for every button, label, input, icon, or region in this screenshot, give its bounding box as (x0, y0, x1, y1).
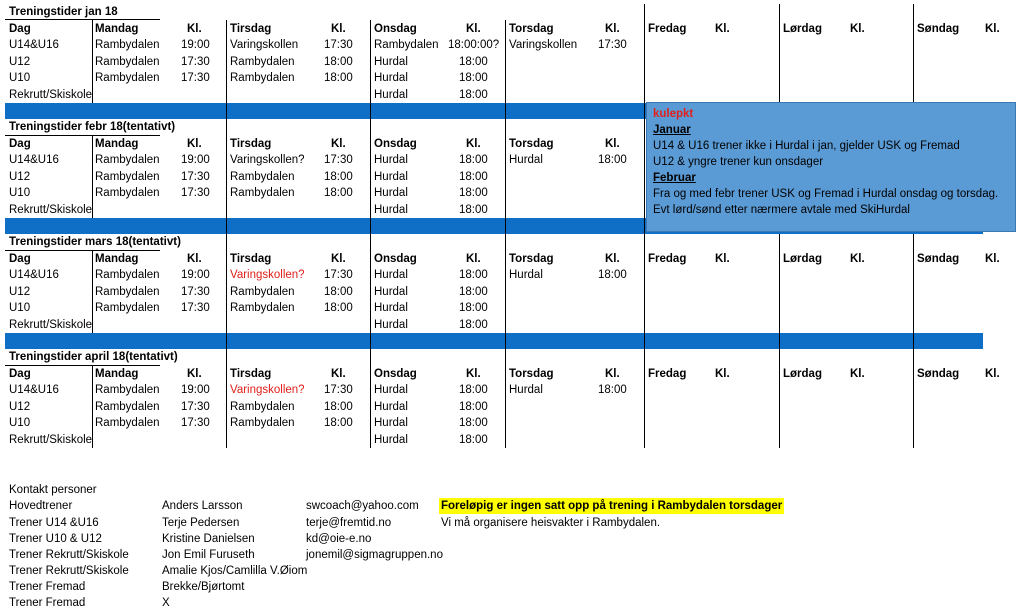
notes-februar-title: Februar (653, 172, 696, 184)
group-label: U10 (9, 187, 31, 199)
onsdag-time: 18:00 (459, 269, 488, 281)
group-label: U12 (9, 56, 31, 68)
col-kl: Kl. (466, 23, 481, 35)
col-kl: Kl. (187, 253, 202, 265)
col-dag: Dag (9, 368, 31, 380)
contact-role: Hovedtrener (9, 500, 73, 512)
grid-line (92, 366, 93, 448)
onsdag-location: Hurdal (374, 56, 408, 68)
mandag-time: 17:30 (181, 286, 210, 298)
contact-role: Trener Rekrutt/Skiskole (9, 565, 129, 577)
col-kl: Kl. (187, 23, 202, 35)
group-label: U12 (9, 401, 31, 413)
col-dag: Dag (9, 138, 31, 150)
onsdag-time: 18:00 (459, 204, 488, 216)
section-separator-band (5, 333, 983, 349)
group-label: U14&U16 (9, 269, 59, 281)
mandag-time: 17:30 (181, 417, 210, 429)
torsdag-time: 18:00 (598, 269, 627, 281)
block-title: Treningstider april 18(tentativt) (9, 351, 178, 363)
divider (5, 19, 160, 20)
tirsdag-location: Rambydalen (230, 56, 295, 68)
mandag-time: 19:00 (181, 154, 210, 166)
onsdag-time: 18:00 (459, 154, 488, 166)
group-label: U14&U16 (9, 154, 59, 166)
notes-januar-line: U12 & yngre trener kun onsdager (653, 156, 824, 168)
col-kl: Kl. (715, 368, 730, 380)
torsdag-location: Hurdal (509, 154, 543, 166)
onsdag-time: 18:00:00? (448, 39, 500, 51)
col-lordag: Lørdag (783, 253, 822, 265)
contact-name: Terje Pedersen (162, 517, 240, 529)
col-tirsdag: Tirsdag (230, 368, 272, 380)
mandag-time: 17:30 (181, 302, 210, 314)
tirsdag-location: Rambydalen (230, 401, 295, 413)
col-torsdag: Torsdag (509, 138, 554, 150)
block-title: Treningstider febr 18(tentativt) (9, 121, 176, 133)
col-torsdag: Torsdag (509, 23, 554, 35)
col-tirsdag: Tirsdag (230, 253, 272, 265)
mandag-time: 17:30 (181, 187, 210, 199)
mandag-location: Rambydalen (95, 56, 160, 68)
grid-line (226, 20, 227, 448)
mandag-location: Rambydalen (95, 72, 160, 84)
col-sondag: Søndag (917, 23, 960, 35)
mandag-time: 17:30 (181, 401, 210, 413)
onsdag-time: 18:00 (459, 56, 488, 68)
group-label: U12 (9, 286, 31, 298)
onsdag-location: Hurdal (374, 269, 408, 281)
col-kl: Kl. (331, 368, 346, 380)
col-kl: Kl. (605, 368, 620, 380)
mandag-location: Rambydalen (95, 417, 160, 429)
torsdag-time: 18:00 (598, 154, 627, 166)
tirsdag-time: 18:00 (324, 187, 353, 199)
tirsdag-time: 17:30 (324, 269, 353, 281)
tirsdag-time: 18:00 (324, 56, 353, 68)
col-tirsdag: Tirsdag (230, 23, 272, 35)
tirsdag-location: Rambydalen (230, 171, 295, 183)
grid-line (913, 234, 914, 448)
torsdag-time: 17:30 (598, 39, 627, 51)
col-kl: Kl. (985, 368, 1000, 380)
tirsdag-time: 18:00 (324, 401, 353, 413)
notes-box (646, 102, 1016, 232)
col-dag: Dag (9, 253, 31, 265)
col-sondag: Søndag (917, 253, 960, 265)
grid-line (644, 4, 645, 448)
group-label: U10 (9, 302, 31, 314)
onsdag-location: Hurdal (374, 384, 408, 396)
onsdag-time: 18:00 (459, 417, 488, 429)
col-kl: Kl. (466, 368, 481, 380)
tirsdag-location: Varingskollen? (230, 269, 305, 281)
col-fredag: Fredag (648, 368, 687, 380)
contact-role: Trener U14 &U16 (9, 517, 99, 529)
mandag-time: 17:30 (181, 72, 210, 84)
mandag-location: Rambydalen (95, 39, 160, 51)
col-dag: Dag (9, 23, 31, 35)
col-kl: Kl. (187, 138, 202, 150)
grid-line (505, 20, 506, 448)
tirsdag-time: 18:00 (324, 302, 353, 314)
torsdag-time: 18:00 (598, 384, 627, 396)
col-torsdag: Torsdag (509, 253, 554, 265)
mandag-location: Rambydalen (95, 302, 160, 314)
contact-name: Brekke/Bjørtomt (162, 581, 245, 593)
section-separator-band (5, 103, 646, 119)
contacts-title: Kontakt personer (9, 484, 97, 496)
tirsdag-time: 18:00 (324, 417, 353, 429)
mandag-time: 17:30 (181, 56, 210, 68)
mandag-location: Rambydalen (95, 401, 160, 413)
grid-line (92, 251, 93, 333)
onsdag-location: Hurdal (374, 89, 408, 101)
onsdag-location: Hurdal (374, 72, 408, 84)
onsdag-location: Hurdal (374, 187, 408, 199)
contact-name: Amalie Kjos/Camlilla V.Øiom (162, 565, 308, 577)
onsdag-location: Hurdal (374, 417, 408, 429)
onsdag-time: 18:00 (459, 434, 488, 446)
contact-role: Trener Fremad (9, 597, 86, 609)
col-onsdag: Onsdag (374, 138, 417, 150)
onsdag-time: 18:00 (459, 89, 488, 101)
tirsdag-time: 18:00 (324, 72, 353, 84)
contact-role: Trener U10 & U12 (9, 533, 102, 545)
contact-name: Jon Emil Furuseth (162, 549, 255, 561)
tirsdag-location: Rambydalen (230, 187, 295, 199)
col-mandag: Mandag (95, 138, 139, 150)
col-fredag: Fredag (648, 23, 687, 35)
contact-role: Trener Fremad (9, 581, 86, 593)
onsdag-location: Hurdal (374, 286, 408, 298)
onsdag-time: 18:00 (459, 302, 488, 314)
col-kl: Kl. (715, 23, 730, 35)
col-kl: Kl. (715, 253, 730, 265)
col-sondag: Søndag (917, 368, 960, 380)
grid-line (92, 20, 93, 103)
tirsdag-time: 17:30 (324, 384, 353, 396)
col-onsdag: Onsdag (374, 253, 417, 265)
onsdag-location: Hurdal (374, 319, 408, 331)
torsdag-location: Hurdal (509, 384, 543, 396)
tirsdag-location: Rambydalen (230, 417, 295, 429)
col-kl: Kl. (605, 23, 620, 35)
torsdag-location: Varingskollen (509, 39, 578, 51)
contact-email[interactable]: jonemil@sigmagruppen.no (306, 549, 443, 561)
group-label: U10 (9, 72, 31, 84)
mandag-time: 19:00 (181, 269, 210, 281)
onsdag-location: Hurdal (374, 154, 408, 166)
onsdag-time: 18:00 (459, 72, 488, 84)
tirsdag-time: 18:00 (324, 171, 353, 183)
group-label: U10 (9, 417, 31, 429)
onsdag-location: Hurdal (374, 434, 408, 446)
onsdag-time: 18:00 (459, 401, 488, 413)
onsdag-time: 18:00 (459, 187, 488, 199)
group-label: U14&U16 (9, 39, 59, 51)
notes-februar-line: Fra og med febr trener USK og Fremad i Hurdal onsdag og torsdag. (653, 188, 999, 200)
col-onsdag: Onsdag (374, 368, 417, 380)
group-label: Rekrutt/Skiskole (9, 89, 93, 101)
info-note: Vi må organisere heisvakter i Rambydalen. (441, 517, 661, 529)
col-kl: Kl. (850, 368, 865, 380)
tirsdag-time: 18:00 (324, 286, 353, 298)
notes-februar-line: Evt lørd/sønd etter nærmere avtale med SkiHurdal (653, 204, 910, 216)
mandag-location: Rambydalen (95, 171, 160, 183)
tirsdag-location: Rambydalen (230, 286, 295, 298)
group-label: Rekrutt/Skiskole (9, 204, 93, 216)
onsdag-time: 18:00 (459, 171, 488, 183)
contact-role: Trener Rekrutt/Skiskole (9, 549, 129, 561)
col-lordag: Lørdag (783, 23, 822, 35)
group-label: U14&U16 (9, 384, 59, 396)
mandag-location: Rambydalen (95, 269, 160, 281)
grid-line (779, 234, 780, 448)
notes-januar-title: Januar (653, 124, 691, 136)
contact-name: Anders Larsson (162, 500, 243, 512)
col-kl: Kl. (331, 138, 346, 150)
col-fredag: Fredag (648, 253, 687, 265)
col-torsdag: Torsdag (509, 368, 554, 380)
col-kl: Kl. (985, 253, 1000, 265)
mandag-time: 17:30 (181, 171, 210, 183)
col-kl: Kl. (985, 23, 1000, 35)
col-onsdag: Onsdag (374, 23, 417, 35)
grid-line (370, 20, 371, 448)
col-kl: Kl. (605, 138, 620, 150)
tirsdag-time: 17:30 (324, 154, 353, 166)
mandag-location: Rambydalen (95, 154, 160, 166)
group-label: U12 (9, 171, 31, 183)
tirsdag-location: Varingskollen? (230, 154, 305, 166)
col-kl: Kl. (331, 253, 346, 265)
mandag-location: Rambydalen (95, 187, 160, 199)
col-mandag: Mandag (95, 368, 139, 380)
col-kl: Kl. (605, 253, 620, 265)
col-tirsdag: Tirsdag (230, 138, 272, 150)
onsdag-location: Hurdal (374, 171, 408, 183)
contact-email[interactable]: kd@oie-e.no (306, 533, 372, 545)
tirsdag-location: Varingskollen? (230, 384, 305, 396)
tirsdag-location: Varingskollen (230, 39, 299, 51)
block-title: Treningstider jan 18 (9, 6, 118, 18)
highlight-note: Foreløpig er ingen satt opp på trening i Rambydalen torsdager (441, 500, 783, 512)
mandag-location: Rambydalen (95, 286, 160, 298)
col-kl: Kl. (187, 368, 202, 380)
contact-email[interactable]: swcoach@yahoo.com (306, 500, 419, 512)
col-kl: Kl. (466, 253, 481, 265)
col-lordag: Lørdag (783, 368, 822, 380)
col-mandag: Mandag (95, 23, 139, 35)
contact-name: X (162, 597, 170, 609)
block-title: Treningstider mars 18(tentativt) (9, 236, 181, 248)
col-kl: Kl. (850, 253, 865, 265)
grid-line (92, 136, 93, 218)
col-mandag: Mandag (95, 253, 139, 265)
grid-line (779, 4, 780, 102)
mandag-location: Rambydalen (95, 384, 160, 396)
mandag-time: 19:00 (181, 39, 210, 51)
group-label: Rekrutt/Skiskole (9, 319, 93, 331)
torsdag-location: Hurdal (509, 269, 543, 281)
tirsdag-location: Rambydalen (230, 302, 295, 314)
onsdag-time: 18:00 (459, 384, 488, 396)
notes-heading: kulepkt (653, 108, 694, 120)
contact-email[interactable]: terje@fremtid.no (306, 517, 392, 529)
notes-januar-line: U14 & U16 trener ikke i Hurdal i jan, gjelder USK og Fremad (653, 140, 960, 152)
col-kl: Kl. (331, 23, 346, 35)
onsdag-time: 18:00 (459, 286, 488, 298)
tirsdag-time: 17:30 (324, 39, 353, 51)
onsdag-location: Hurdal (374, 302, 408, 314)
group-label: Rekrutt/Skiskole (9, 434, 93, 446)
mandag-time: 19:00 (181, 384, 210, 396)
onsdag-location: Hurdal (374, 401, 408, 413)
onsdag-time: 18:00 (459, 319, 488, 331)
col-kl: Kl. (850, 23, 865, 35)
grid-line (913, 4, 914, 102)
col-kl: Kl. (466, 138, 481, 150)
onsdag-location: Rambydalen (374, 39, 439, 51)
contact-name: Kristine Danielsen (162, 533, 255, 545)
tirsdag-location: Rambydalen (230, 72, 295, 84)
onsdag-location: Hurdal (374, 204, 408, 216)
